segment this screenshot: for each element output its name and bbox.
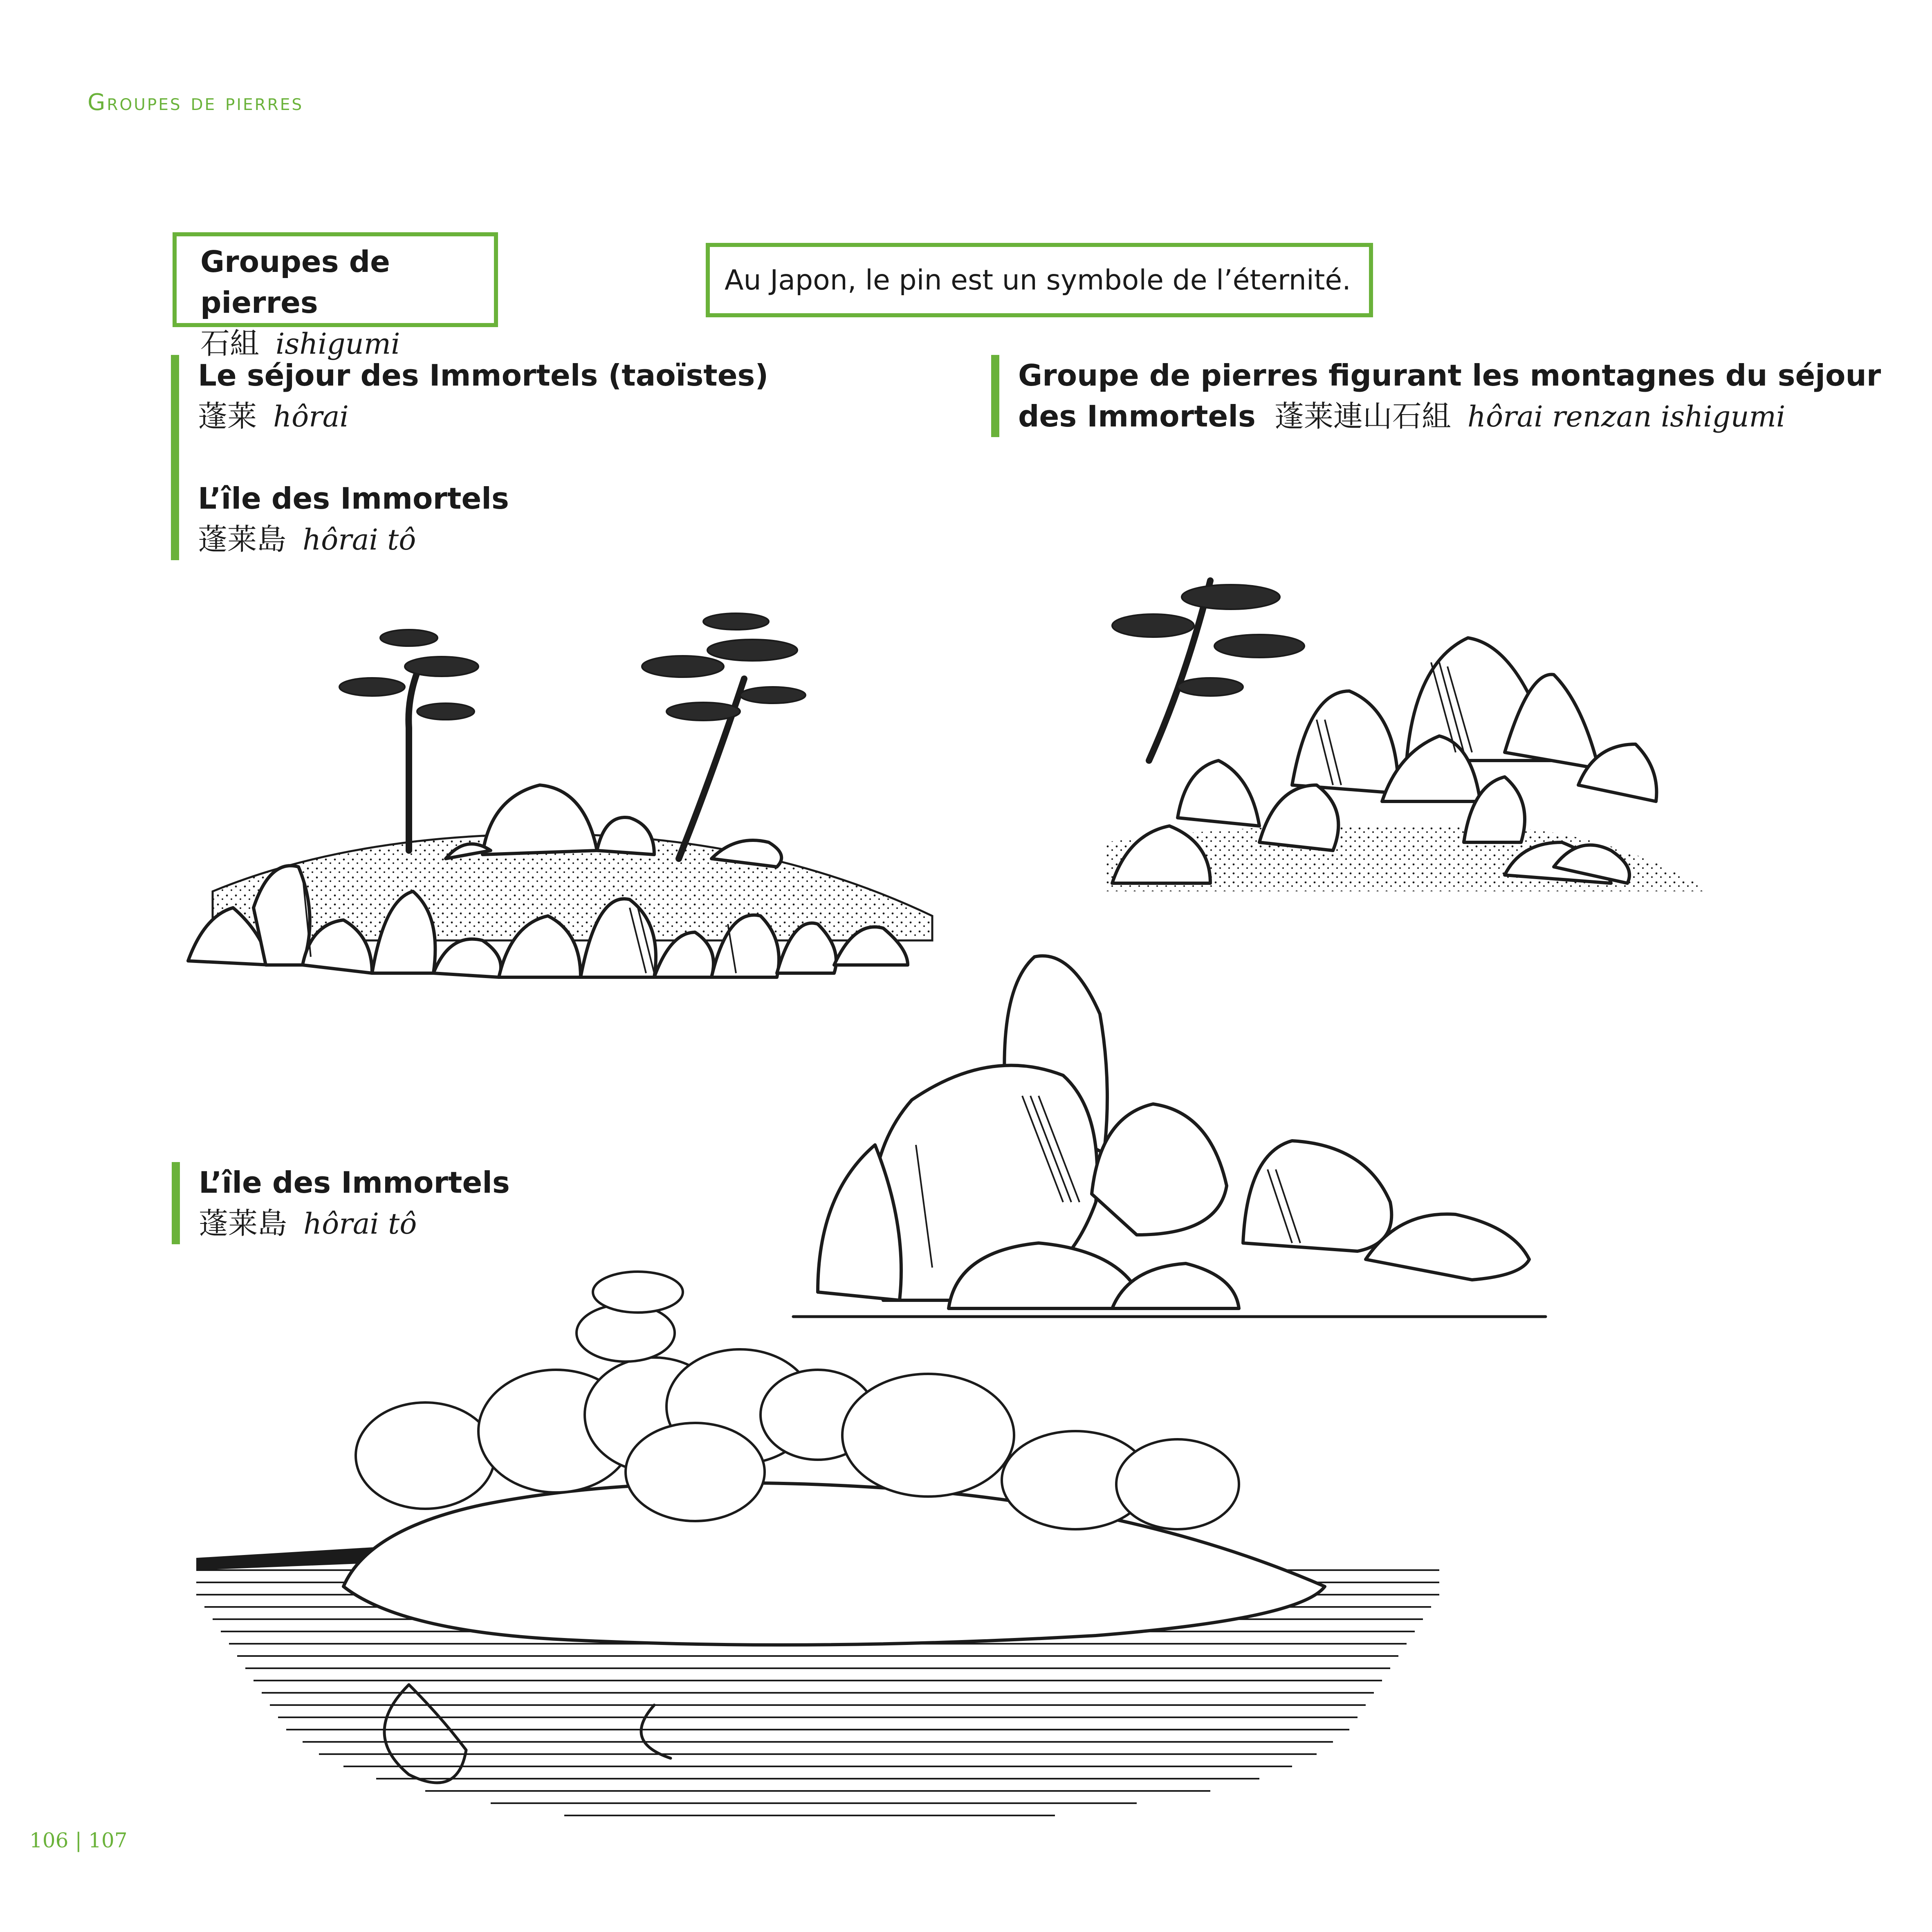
term-french: Groupes de pierres [200,245,390,320]
term-french: Le séjour des Immortels (taoïstes) [198,358,769,393]
pine-note-box [706,243,1373,317]
term-kanji: 蓬莱連山石組 [1274,399,1451,433]
term-kanji: 蓬莱島 [198,522,287,556]
term-block-horai-to [172,1162,510,1244]
term-block-horai [171,355,768,560]
term-box-ishigumi [173,232,498,361]
illustration-mountain-stone-group [1088,556,1726,916]
term-japanese [198,396,768,437]
term-french: L’île des Immortels [198,481,509,516]
term-french: L’île des Immortels [199,1165,510,1200]
term-romaji: hôrai tô [303,523,416,556]
term-block-horai-renzan [991,355,1881,437]
term-romaji: hôrai renzan ishigumi [1467,400,1786,433]
term-romaji: hôrai [273,400,349,433]
term-french-line1: Groupe de pierres figurant les montagnes du séjour [1018,358,1881,393]
pine-note-text: Au Japon, le pin est un symbole de l’éternité. [725,264,1351,296]
illustration-island-pond [196,1276,1447,1840]
term-kanji: 蓬莱 [198,399,257,433]
illustration-large-rock-group [777,940,1578,1317]
illustration-island-two-pines [180,605,949,990]
term-japanese [198,519,768,560]
term-kanji: 蓬莱島 [199,1206,287,1241]
page-numbers: 106 | 107 [29,1829,128,1852]
term-romaji: hôrai tô [303,1207,417,1241]
running-title: Groupes de pierres [88,89,304,116]
pine-foliage [1112,585,1304,696]
pine-foliage [642,613,806,720]
term-romaji: ishigumi [276,327,400,361]
term-french-line2: des Immortels [1018,399,1256,433]
term-japanese [1018,396,1881,437]
term-kanji: 石組 [200,326,260,361]
term-japanese [199,1203,510,1244]
